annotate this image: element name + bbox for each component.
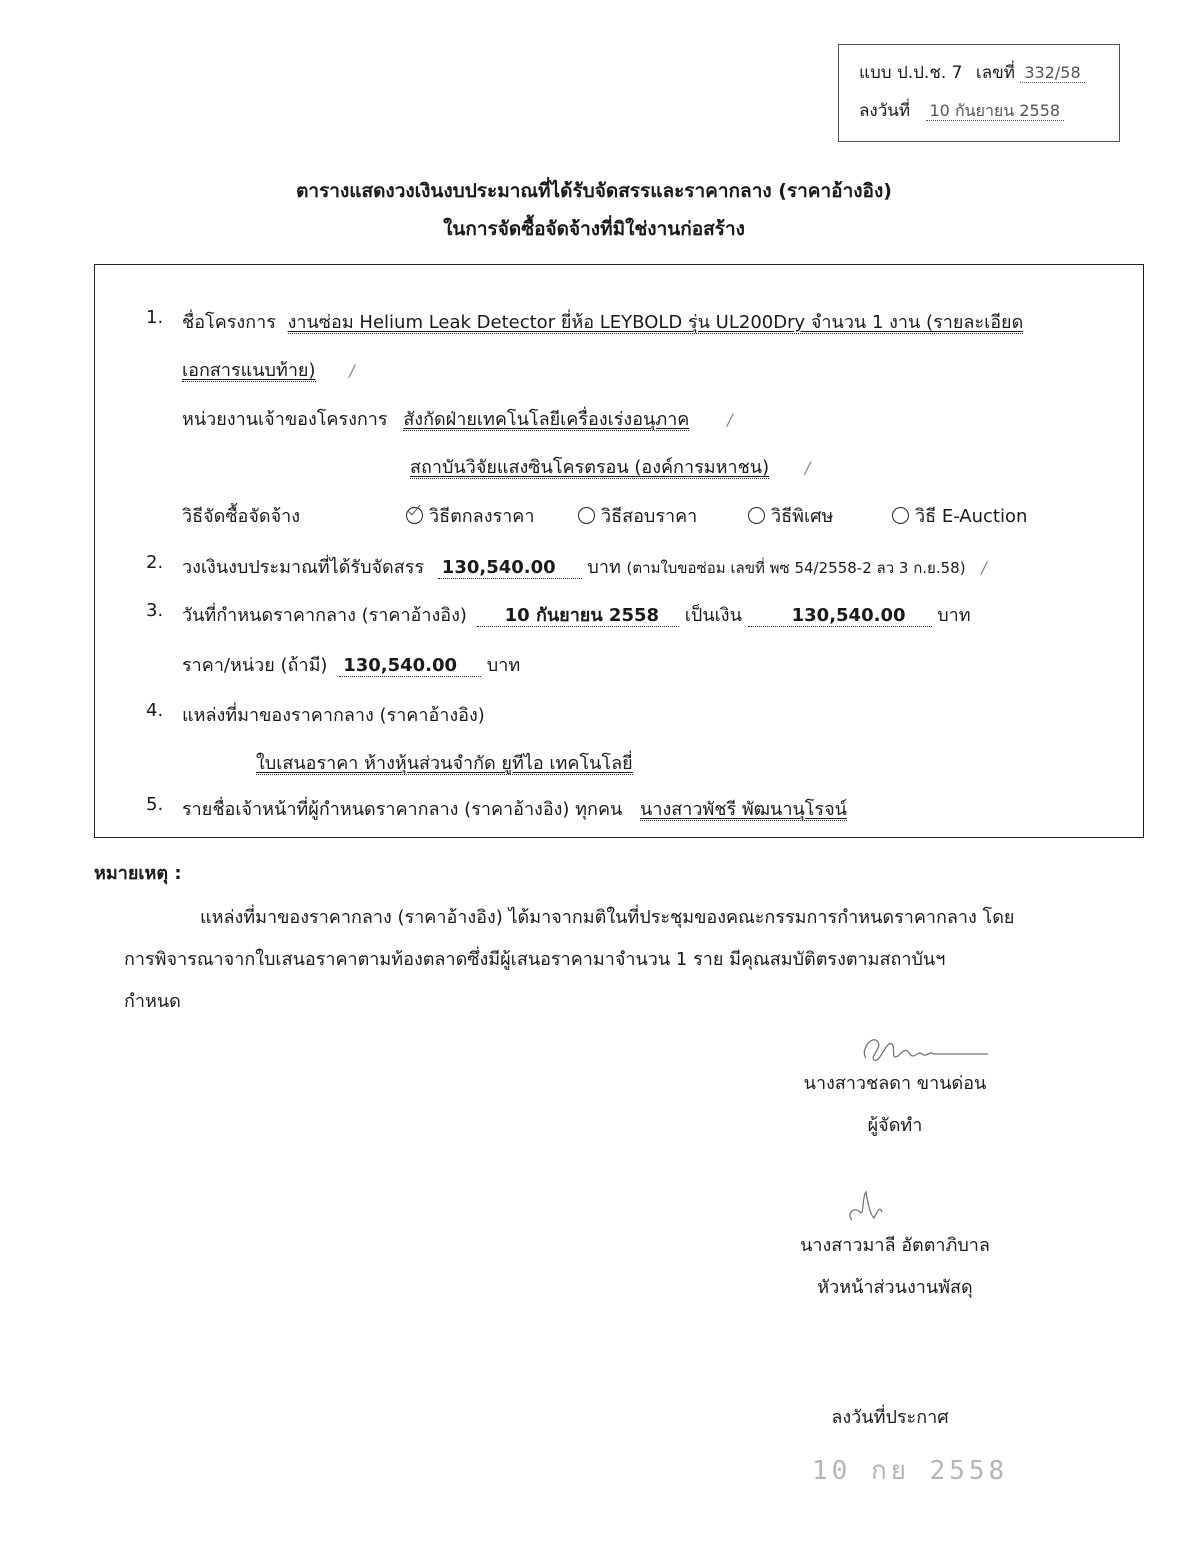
item1-owner-line2: [410, 452, 810, 481]
radio-icon[interactable]: [748, 507, 765, 524]
form-date-line: [859, 97, 1064, 124]
ref-amount-unit: บาท: [937, 605, 971, 626]
project-name-line1: งานซ่อม Helium Leak Detector ยี่ห้อ LEYBOLD รุ่น UL200Dry จำนวน 1 งาน (รายละเอียด: [287, 312, 1024, 333]
number-value: 332/58: [1020, 63, 1084, 83]
budget-note: (ตามใบขอซ่อม เลขที่ พซ 54/2558-2 ลว 3 ก.ย.58): [626, 559, 966, 577]
ref-date-value: 10 กันยายน 2558: [477, 605, 679, 627]
page-title-line2: ในการจัดซื้อจัดจ้างที่มิใช่งานก่อสร้าง: [443, 218, 745, 240]
unit-price-value: 130,540.00: [339, 655, 481, 677]
form-id-box: [838, 44, 1120, 142]
method-option-3[interactable]: [748, 501, 833, 530]
owner-name-line1: สังกัดฝ่ายเทคโนโลยีเครื่องเร่งอนุภาค: [403, 409, 690, 430]
officer-label: รายชื่อเจ้าหน้าที่ผู้กำหนดราคากลาง (ราคาอ้างอิง) ทุกคน: [182, 799, 623, 820]
form-label: แบบ ป.ป.ช. 7: [859, 63, 963, 83]
method-option-2[interactable]: [578, 501, 697, 530]
head-signature: [840, 1186, 890, 1230]
ref-amount-value: 130,540.00: [748, 605, 932, 627]
budget-label: วงเงินงบประมาณที่ได้รับจัดสรร: [182, 557, 425, 578]
radio-icon[interactable]: [578, 507, 595, 524]
date-value: 10 กันยายน 2558: [926, 101, 1065, 121]
source-label: แหล่งที่มาของราคากลาง (ราคาอ้างอิง): [182, 705, 485, 726]
ref-amount-label: เป็นเงิน: [684, 605, 742, 626]
owner-label: หน่วยงานเจ้าของโครงการ: [182, 409, 388, 430]
check-mark-icon: /: [727, 410, 733, 429]
remark-line1: แหล่งที่มาของราคากลาง (ราคาอ้างอิง) ได้มาจากมติในที่ประชุมของคณะกรรมการกำหนดราคากลาง โดย: [200, 907, 1015, 928]
item1-owner-line1: [182, 404, 732, 433]
ref-date-label: วันที่กำหนดราคากลาง (ราคาอ้างอิง): [182, 605, 467, 626]
method-option-2-label: วิธีสอบราคา: [601, 506, 698, 527]
method-option-1-label: วิธีตกลงราคา: [429, 506, 535, 527]
item1-project-line1: [182, 307, 1023, 336]
remark-title: หมายเหตุ :: [94, 863, 182, 884]
radio-checked-icon[interactable]: [406, 507, 423, 524]
item3-line2: [182, 650, 520, 679]
check-mark-icon: /: [349, 361, 355, 380]
preparer-name: นางสาวชลดา ขานด่อน: [803, 1073, 987, 1094]
method-option-1[interactable]: [406, 501, 534, 530]
preparer-signature: [852, 1020, 992, 1070]
project-name-line2: เอกสารแนบท้าย): [182, 360, 316, 381]
announce-date-stamp: 10 กย 2558: [812, 1456, 1009, 1486]
item5-number: 5.: [146, 794, 164, 815]
method-option-4-label: วิธี E-Auction: [915, 506, 1028, 527]
preparer-role: ผู้จัดทำ: [867, 1115, 923, 1136]
item3-number: 3.: [146, 600, 164, 621]
method-option-3-label: วิธีพิเศษ: [771, 506, 834, 527]
item2-number: 2.: [146, 552, 164, 573]
item4-source-line: [256, 748, 633, 777]
method-option-4[interactable]: [892, 501, 1027, 530]
page-title-line1: ตารางแสดงวงเงินงบประมาณที่ได้รับจัดสรรและราคากลาง (ราคาอ้างอิง): [296, 180, 892, 202]
item2-line: [182, 552, 987, 581]
source-value: ใบเสนอราคา ห้างหุ้นส่วนจำกัด ยูทีไอ เทคโนโลยี่: [256, 753, 633, 774]
remark-line2: การพิจารณาจากใบเสนอราคาตามท้องตลาดซึ่งมีผู้เสนอราคามาจำนวน 1 ราย มีคุณสมบัติตรงตามสถาบันฯ: [124, 949, 946, 970]
budget-amount: 130,540.00: [438, 557, 582, 579]
item4-number: 4.: [146, 700, 164, 721]
method-label: วิธีจัดซื้อจัดจ้าง: [182, 506, 301, 527]
unit-price-label: ราคา/หน่วย (ถ้ามี): [182, 655, 328, 676]
budget-unit: บาท: [587, 557, 621, 578]
head-name: นางสาวมาลี อัตตาภิบาล: [800, 1235, 990, 1256]
item5-line: [182, 794, 847, 823]
item3-line1: [182, 600, 971, 629]
number-label: เลขที่: [975, 63, 1015, 83]
radio-icon[interactable]: [892, 507, 909, 524]
officer-name: นางสาวพัชรี พัฒนานุโรจน์: [640, 799, 847, 820]
announce-label: ลงวันที่ประกาศ: [831, 1407, 949, 1428]
project-label: ชื่อโครงการ: [182, 312, 276, 333]
check-mark-icon: /: [981, 558, 987, 577]
check-mark-icon: /: [804, 458, 811, 477]
item1-project-line2: [182, 355, 355, 384]
head-role: หัวหน้าส่วนงานพัสดุ: [817, 1277, 973, 1298]
form-number-line: [859, 59, 1085, 86]
item1-number: 1.: [146, 307, 164, 328]
date-label: ลงวันที่: [859, 101, 911, 121]
remark-line3: กำหนด: [124, 991, 181, 1012]
owner-name-line2: สถาบันวิจัยแสงซินโครตรอน (องค์การมหาชน): [410, 457, 770, 478]
unit-price-unit: บาท: [486, 655, 521, 676]
